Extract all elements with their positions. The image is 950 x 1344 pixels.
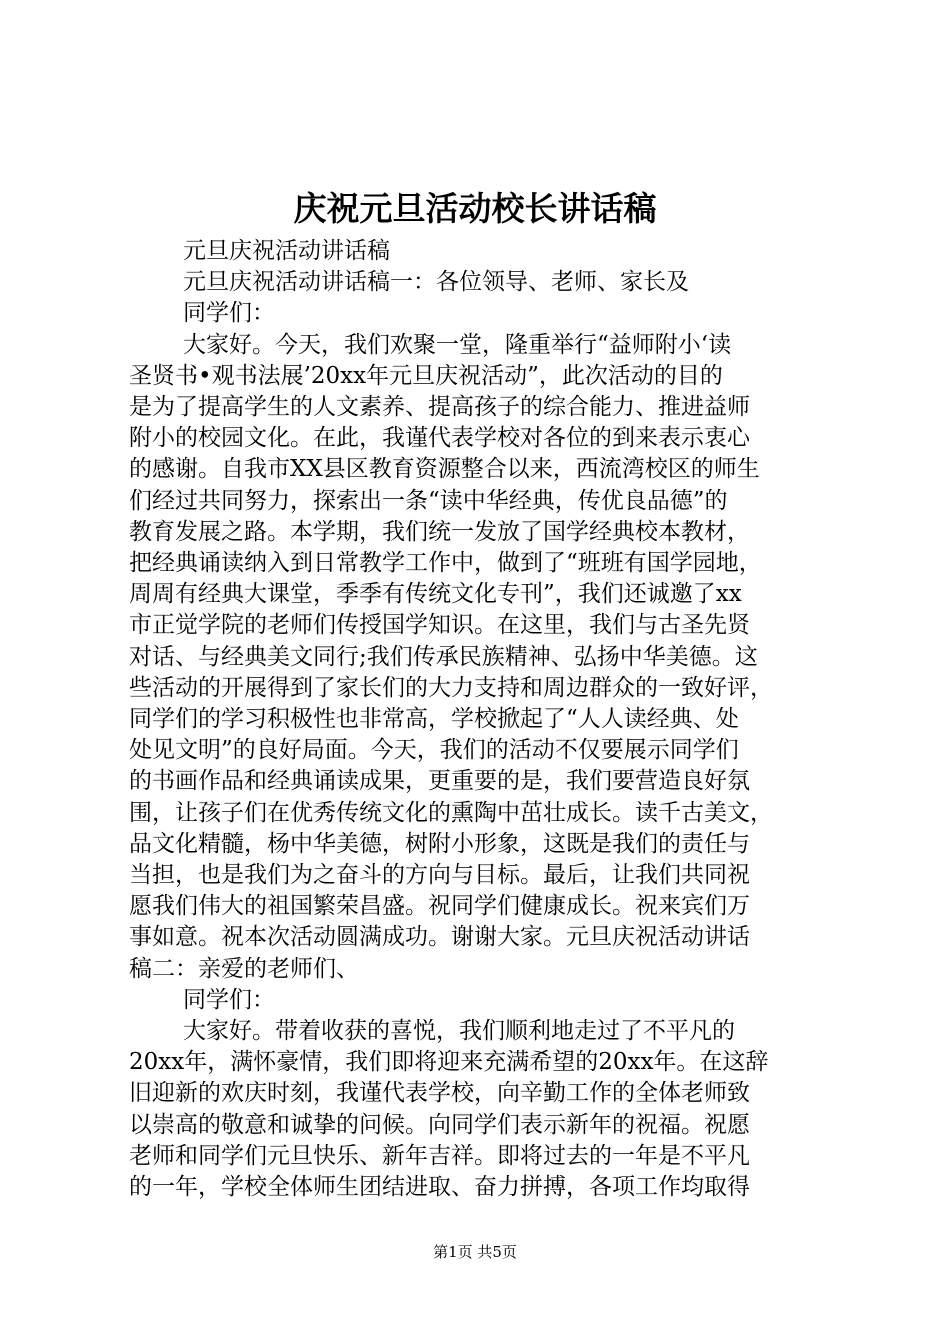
body-line: 以崇高的敬意和诚挚的问候。向同学们表示新年的祝福。祝愿 (129, 1111, 750, 1138)
body-line: 元旦庆祝活动讲话稿 (183, 238, 390, 264)
body-line: 大家好。带着收获的喜悦，我们顺利地走过了不平凡的 (183, 1018, 735, 1045)
body-line: 围，让孩子们在优秀传统文化的熏陶中茁壮成长。读千古美文， (129, 799, 773, 826)
body-line: 同学们的学习积极性也非常高，学校掀起了“人人读经典、处 (129, 706, 739, 733)
body-line: 稿二：亲爱的老师们、 (129, 955, 359, 982)
body-line: 把经典诵读纳入到日常教学工作中，做到了“班班有国学园地， (129, 550, 762, 577)
body-line: 些活动的开展得到了家长们的大力支持和周边群众的一致好评， (129, 674, 773, 701)
body-line: 旧迎新的欢庆时刻，我谨代表学校，向辛勤工作的全体老师致 (129, 1080, 750, 1107)
body-line: 教育发展之路。本学期，我们统一发放了国学经典校本教材， (129, 518, 750, 545)
body-line: 的书画作品和经典诵读成果，更重要的是，我们要营造良好氛 (129, 768, 750, 795)
body-line: 当担，也是我们为之奋斗的方向与目标。最后，让我们共同祝 (129, 862, 750, 889)
body-line: 品文化精髓，杨中华美德，树附小形象，这既是我们的责任与 (129, 830, 750, 857)
body-line: 附小的校园文化。在此，我谨代表学校对各位的到来表示衷心 (129, 425, 750, 452)
body-line: 圣贤书•观书法展’20xx年元旦庆祝活动”，此次活动的目的 (129, 362, 723, 389)
body-line: 对话、与经典美文同行;我们传承民族精神、弘扬中华美德。这 (129, 643, 758, 670)
document-body (129, 236, 835, 1203)
document-title: 庆祝元旦活动校长讲话稿 (293, 189, 657, 228)
body-line: 的感谢。自我市XX县区教育资源整合以来，西流湾校区的师生 (129, 456, 760, 483)
body-line: 老师和同学们元旦快乐、新年吉祥。即将过去的一年是不平凡 (129, 1142, 750, 1169)
body-line: 们经过共同努力，探索出一条“读中华经典，传优良品德”的 (129, 487, 728, 514)
body-line: 同学们： (183, 986, 275, 1013)
body-line: 愿我们伟大的祖国繁荣昌盛。祝同学们健康成长。祝来宾们万 (129, 893, 750, 920)
body-line: 市正觉学院的老师们传授国学知识。在这里，我们与古圣先贤 (129, 612, 750, 639)
body-line: 大家好。今天，我们欢聚一堂，隆重举行“益师附小‘读 (183, 331, 732, 358)
body-line: 处见文明”的良好局面。今天，我们的活动不仅要展示同学们 (129, 737, 739, 764)
body-line: 同学们： (183, 300, 275, 327)
body-line: 是为了提高学生的人文素养、提高孩子的综合能力、推进益师 (129, 394, 750, 421)
body-line: 20xx年，满怀豪情，我们即将迎来充满希望的20xx年。在这辞 (129, 1049, 769, 1076)
body-line: 的一年，学校全体师生团结进取、奋力拼搏，各项工作均取得 (129, 1174, 750, 1201)
page-number-footer: 第1页 共5页 (433, 1243, 517, 1261)
body-line: 事如意。祝本次活动圆满成功。谢谢大家。元旦庆祝活动讲话 (129, 924, 750, 951)
body-line: 周周有经典大课堂，季季有传统文化专刊”，我们还诚邀了xx (129, 581, 742, 608)
body-line: 元旦庆祝活动讲话稿一：各位领导、老师、家长及 (183, 269, 689, 296)
